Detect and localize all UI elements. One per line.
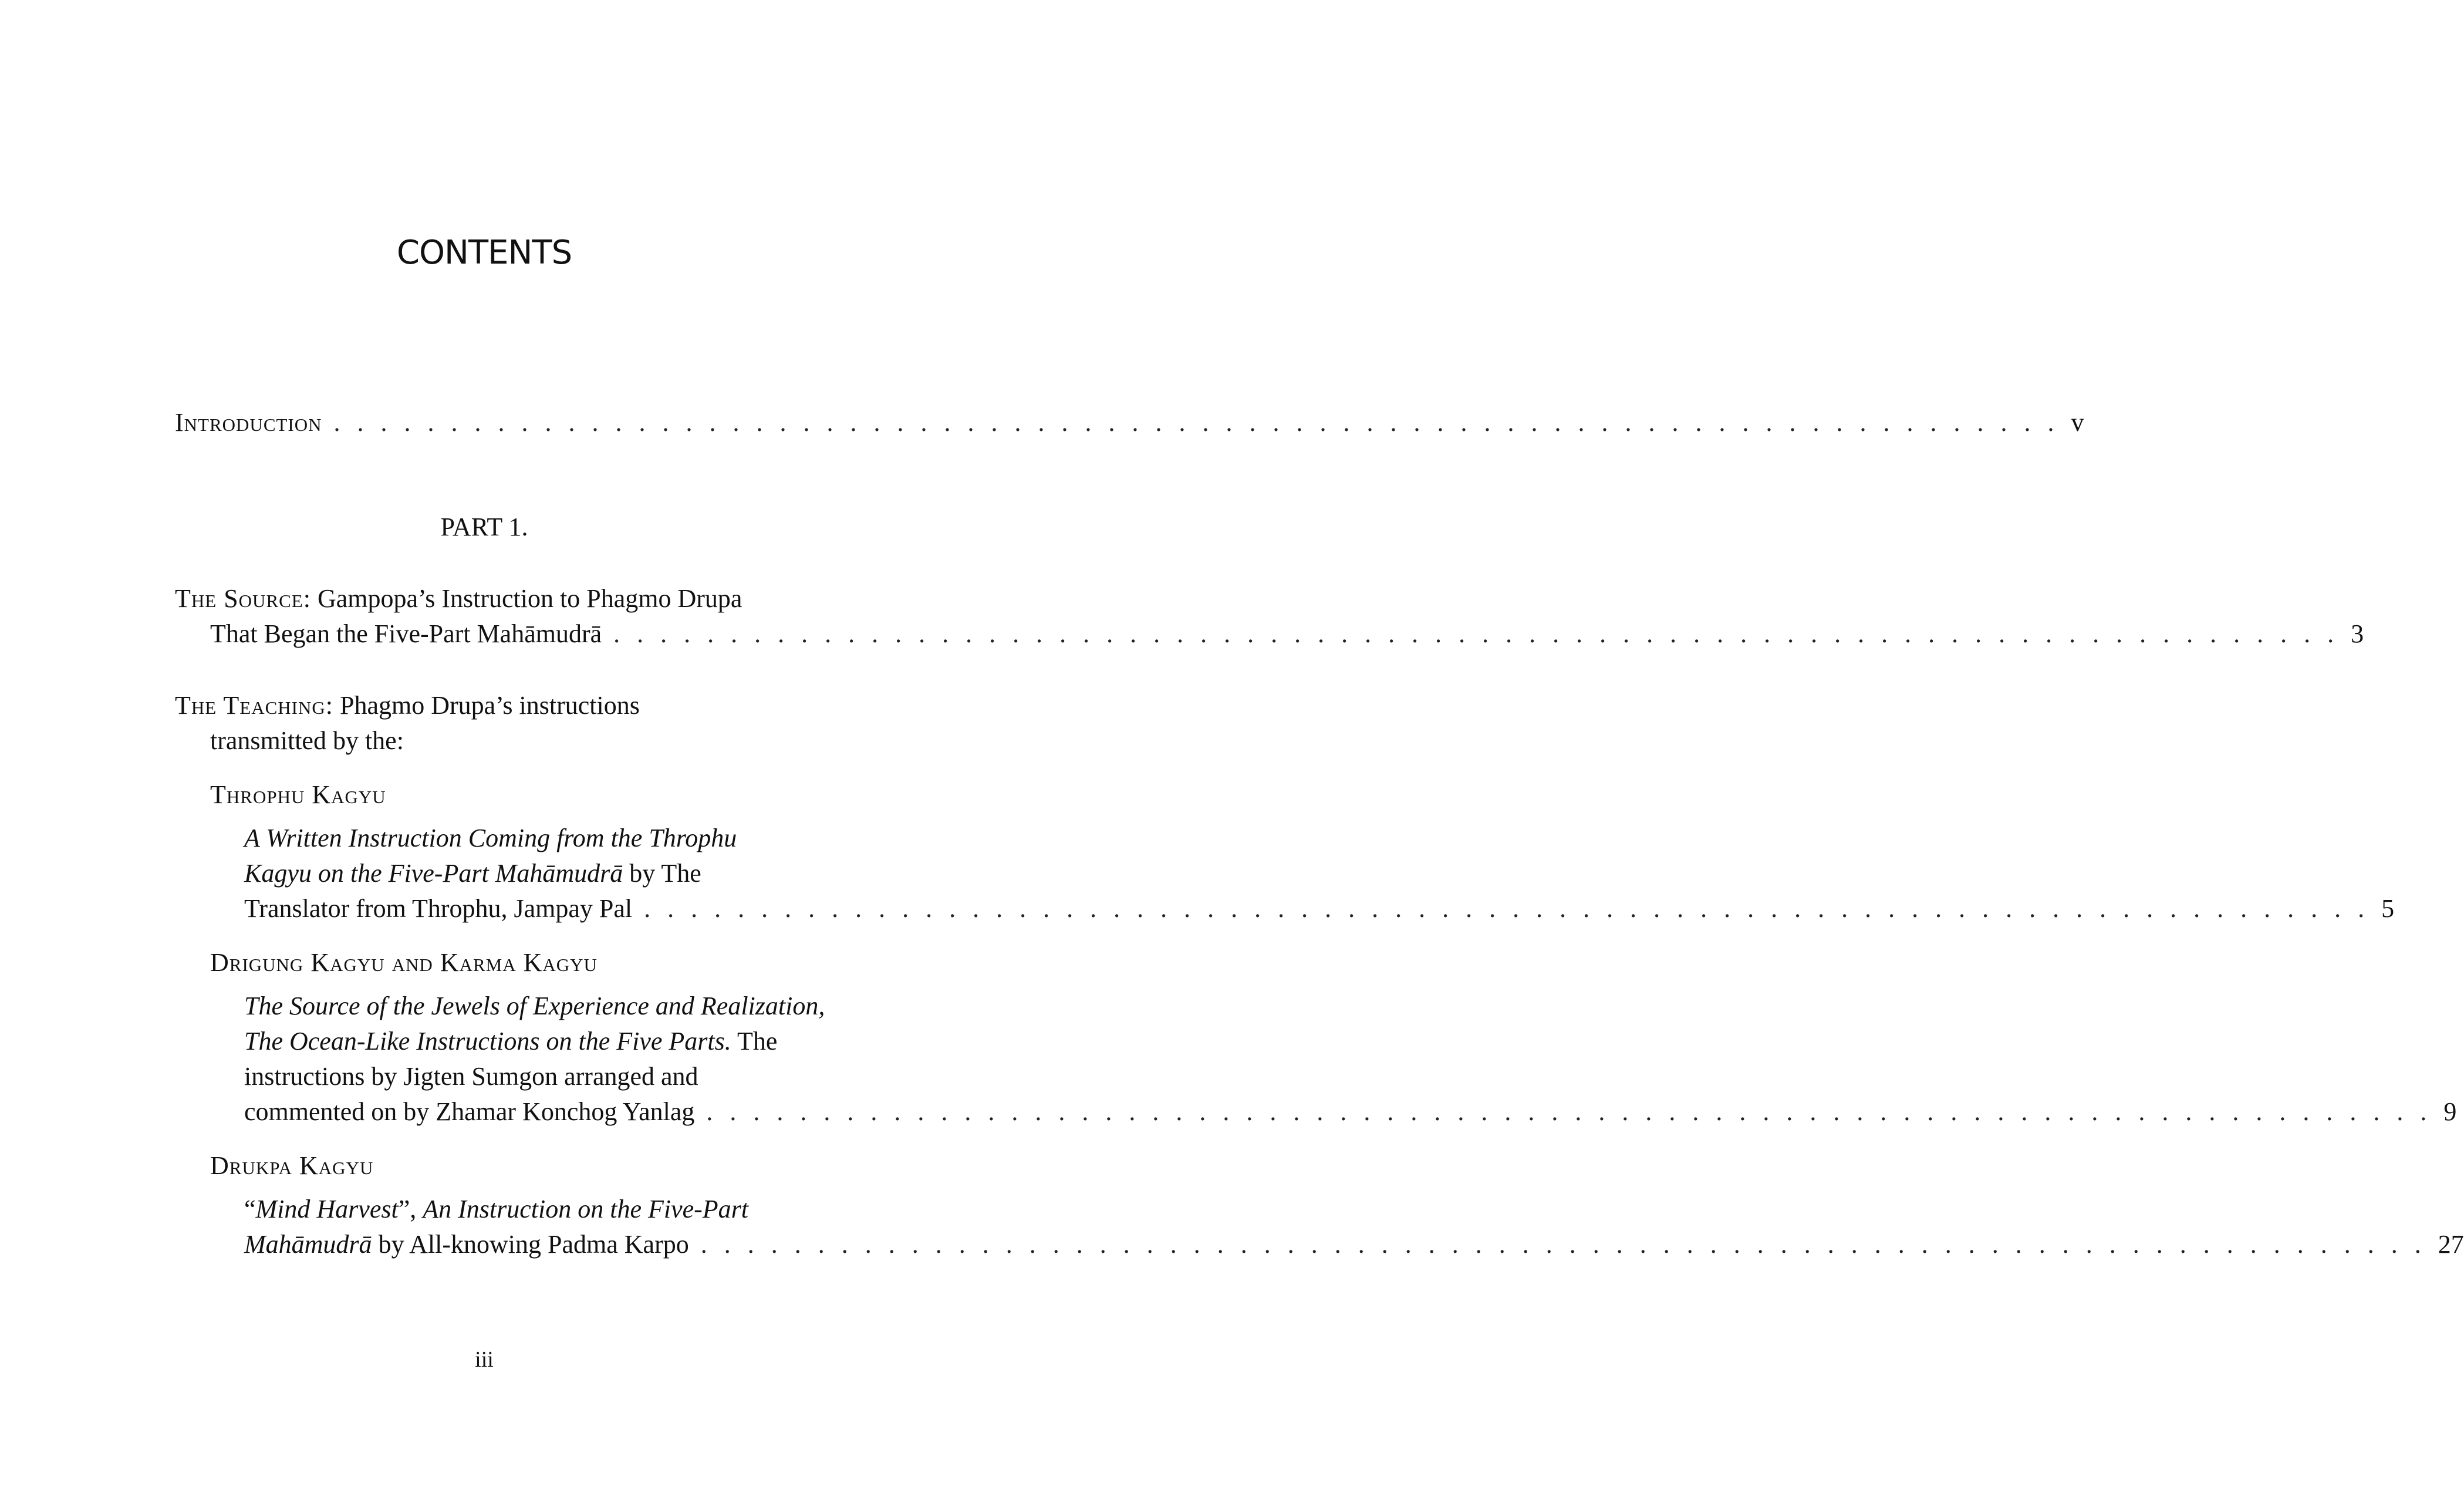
section-heading-drigung: Drigung Kagyu and Karma Kagyu: [210, 948, 598, 977]
page-number: 5: [2381, 894, 2395, 923]
entry-text-plain: by All-knowing Padma Karpo: [372, 1230, 689, 1259]
page-number: 9: [2443, 1097, 2457, 1126]
section-heading-drukpa: Drukpa Kagyu: [210, 1151, 374, 1180]
toc-entry-source-line1: [175, 581, 742, 616]
entry-text: Translator from Throphu, Jampay Pal: [244, 894, 633, 923]
page-number: v: [2071, 408, 2084, 437]
leader-dots: . . . . . . . . . . . . . . . . . . . . . . . . . . . . . . . . . . . . . . . . . . . . . . . . . . . . . . . . . . . . . . . . . . . . . . . . . .: [333, 408, 2060, 437]
entry-text: A Written Instruction Coming from the Throphu: [244, 824, 737, 852]
toc-entry-source[interactable]: [210, 616, 2364, 652]
entry-title-italic: Mind Harvest: [255, 1195, 399, 1223]
entry-text-line2: [244, 856, 701, 891]
entry-title-italic: Mahāmudrā: [244, 1230, 372, 1259]
leader-dots: . . . . . . . . . . . . . . . . . . . . . . . . . . . . . . . . . . . . . . . . . . . . . . . . . . . . . . . . . . . . . . . . . . . . . . . . . .: [613, 619, 2340, 648]
entry-prefix: The Source:: [175, 584, 311, 613]
page-folio: iii: [475, 1347, 494, 1372]
quote-open: “: [244, 1195, 256, 1223]
leader-dots: . . . . . . . . . . . . . . . . . . . . . . . . . . . . . . . . . . . . . . . . . . . . . . . . . . . . . . . . . . . . . . . . . . . . . . . . . .: [700, 1230, 2426, 1259]
entry-prefix: The Teaching:: [175, 691, 333, 720]
entry-text: by The: [623, 859, 701, 888]
page-number: 27: [2438, 1230, 2464, 1259]
entry-text-line1: [244, 1192, 748, 1227]
entry-text: Phagmo Drupa’s instructions: [333, 691, 640, 720]
entry-title-italic: The Ocean-Like Instructions on the Five Parts.: [244, 1027, 731, 1056]
section-heading-throphu: Throphu Kagyu: [210, 780, 386, 809]
entry-text: The Source of the Jewels of Experience and Realization,: [244, 992, 825, 1020]
entry-text: [244, 1227, 689, 1262]
toc-entry-label: Introduction: [175, 408, 322, 437]
entry-text: Gampopa’s Instruction to Phagmo Drupa: [310, 584, 742, 613]
quote-close: ”,: [398, 1195, 423, 1223]
entry-text: instructions by Jigten Sumgon arranged and: [244, 1062, 698, 1091]
part-heading: PART 1.: [440, 513, 528, 541]
entry-text: commented on by Zhamar Konchog Yanlag: [244, 1097, 695, 1126]
toc-entry-teaching-line1: [175, 688, 640, 723]
toc-entry-drigung[interactable]: [244, 1094, 2457, 1130]
entry-text: That Began the Five-Part Mahāmudrā: [210, 619, 602, 648]
toc-entry-drukpa[interactable]: [244, 1227, 2464, 1262]
leader-dots: . . . . . . . . . . . . . . . . . . . . . . . . . . . . . . . . . . . . . . . . . . . . . . . . . . . . . . . . . . . . . . . . . . . . . . . . . .: [706, 1097, 2432, 1126]
toc-entry-teaching-line2: transmitted by the:: [210, 726, 404, 755]
toc-entry-introduction[interactable]: [175, 405, 2084, 440]
leader-dots: . . . . . . . . . . . . . . . . . . . . . . . . . . . . . . . . . . . . . . . . . . . . . . . . . . . . . . . . . . . . . . . . . . . . . . . . . .: [644, 894, 2370, 923]
toc-entry-throphu[interactable]: [244, 891, 2395, 926]
entry-title-italic: Kagyu on the Five-Part Mahāmudrā: [244, 859, 623, 888]
entry-title-italic: An Instruction on the Five-Part: [423, 1195, 749, 1223]
entry-text: The: [731, 1027, 778, 1056]
page-title: CONTENTS: [396, 234, 572, 272]
page-number: 3: [2351, 619, 2364, 648]
entry-text-line2: [244, 1024, 777, 1059]
